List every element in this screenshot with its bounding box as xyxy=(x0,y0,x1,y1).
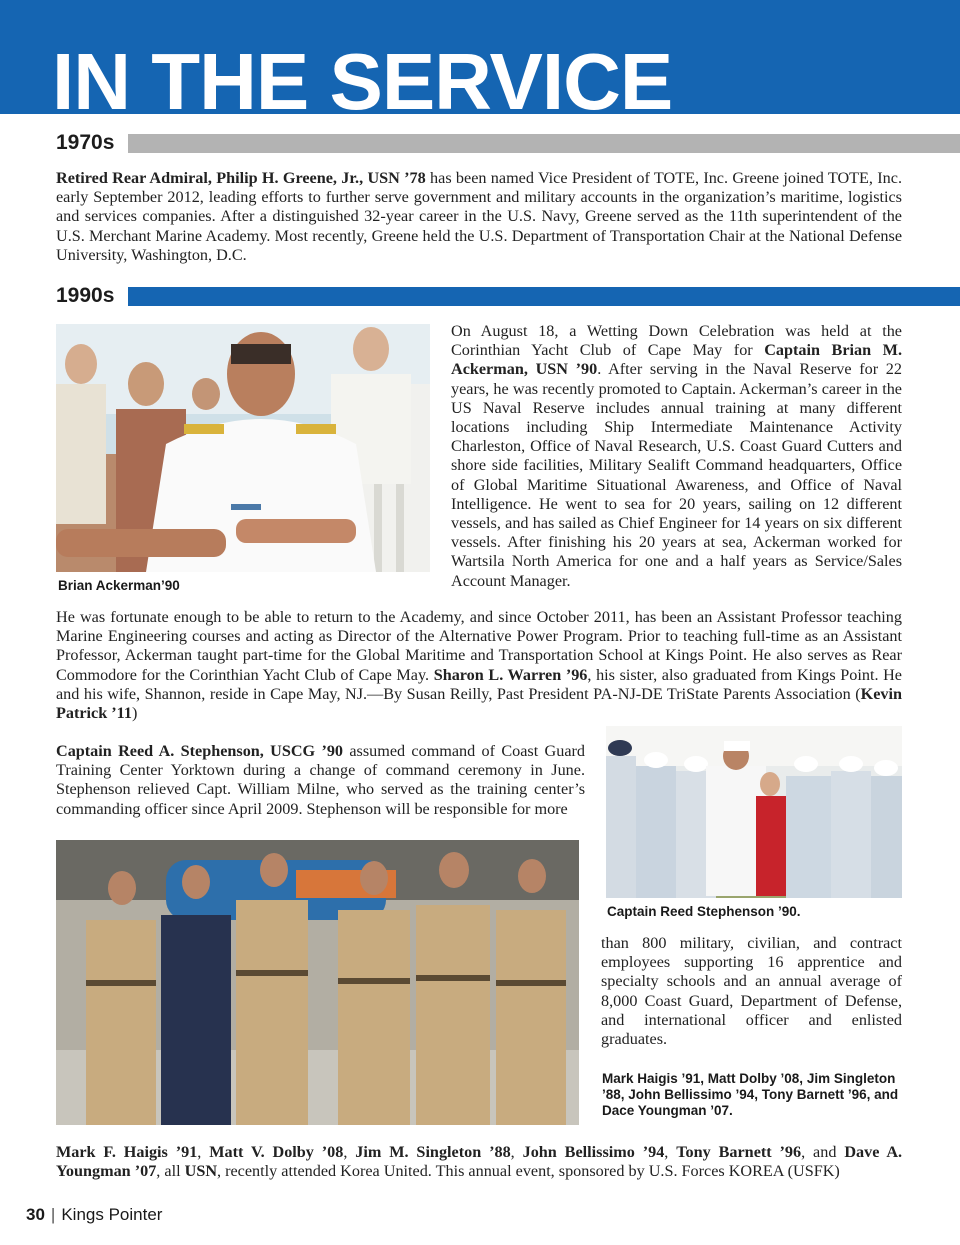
korea-sep-2: , xyxy=(343,1143,356,1161)
ackerman-caption: Brian Ackerman’90 xyxy=(58,578,180,593)
group-photo xyxy=(56,840,579,1125)
ackerman-cont-c: ) xyxy=(131,704,138,723)
section-heading-1970s: 1970s xyxy=(56,131,115,154)
stephenson-text: assumed command of Coast Guard Training Center Yorktown during a change of command ceremony in June. Stephenson relieved Capt. William Milne, who served as the training center’s commanding officer since April 2009. Stephenson will be responsible for more xyxy=(56,742,585,818)
service-usn: USN xyxy=(184,1162,218,1181)
ackerman-photo xyxy=(56,324,430,572)
page-number: 30 xyxy=(26,1205,45,1224)
stephenson-paragraph xyxy=(56,742,585,819)
alum-name-2: Matt V. Dolby ’08 xyxy=(209,1143,344,1161)
alum-name-5: Tony Barnett ’96 xyxy=(676,1143,802,1161)
ackerman-paragraph xyxy=(451,322,902,591)
ackerman-intro: On August 18, a Wetting Down Celebration was held at the Corinthian Yacht Club of Cape May for xyxy=(451,322,902,360)
group-caption: Mark Haigis ’91, Matt Dolby ’08, Jim Singleton ’88, John Bellissimo ’94, Tony Barnett ’96, and Dace Youngman ’07. xyxy=(602,1071,899,1118)
alum-name-4: John Bellissimo ’94 xyxy=(522,1143,665,1161)
greene-paragraph xyxy=(56,169,902,265)
korea-sep-4: , xyxy=(664,1143,677,1161)
korea-sep-5: , and xyxy=(801,1143,845,1161)
stephenson-caption: Captain Reed Stephenson ’90. xyxy=(607,904,801,919)
stephenson-photo xyxy=(606,726,902,898)
section-bar-1970s xyxy=(128,134,960,153)
page-footer xyxy=(26,1205,162,1225)
page-title: IN THE SERVICE xyxy=(52,37,673,114)
sister-name: Sharon L. Warren ’96 xyxy=(433,665,588,684)
credit-name: Kevin Patrick ’11 xyxy=(56,684,902,723)
ackerman-cont-b: , his sister, also graduated from Kings Point. He and his wife, Shannon, reside in Cape May, NJ.—By Susan Reilly, Past President PA-NJ-DE TriState Parents Association ( xyxy=(56,665,902,703)
korea-sep-3: , xyxy=(510,1143,523,1161)
section-bar-1990s xyxy=(128,287,960,306)
stephenson-continued-paragraph: than 800 military, civilian, and contract employees supporting 16 apprentice and specialty schools and an annual average of 8,000 Coast Guard, Department of Defense, and international officer and enlisted graduates. xyxy=(601,934,902,1049)
korea-sep-1: , xyxy=(197,1143,210,1161)
ackerman-cont-a: He was fortunate enough to be able to return to the Academy, and since October 2011, has been an Assistant Professor teaching Marine Engineering courses and acting as Director of the Alternative Power Program. Prior to teaching full-time as an Assistant Professor, Ackerman taught part-time for the Global Maritime and Transportation School at Kings Point. He also serves as Rear Commodore for the Corinthian Yacht Club of Cape May. xyxy=(56,608,902,684)
ackerman-continued-paragraph xyxy=(56,608,902,723)
ackerman-name: Captain Brian M. Ackerman, USN ’90 xyxy=(451,341,902,379)
footer-separator: | xyxy=(50,1205,56,1224)
korea-sep-6: , all xyxy=(156,1162,185,1181)
publication-name: Kings Pointer xyxy=(61,1205,163,1224)
section-heading-1990s: 1990s xyxy=(56,284,115,307)
greene-text: has been named Vice President of TOTE, Inc. Greene joined TOTE, Inc. early September 2012, leading efforts to further serve government and military accounts in the organization’s maritime, logistics and services companies. After a distinguished 32-year career in the U.S. Navy, Greene served as the 11th superintendent of the U.S. Merchant Marine Academy. Most recently, Greene held the U.S. Department of Transportation Chair at the National Defense University, Washington, D.C. xyxy=(56,169,902,264)
alum-name-3: Jim M. Singleton ’88 xyxy=(355,1143,511,1161)
page-banner xyxy=(0,0,960,114)
ackerman-body: . After serving in the Naval Reserve for 22 years, he was recently promoted to Captain. Ackerman’s career in the US Naval Reserve includes annual training at many different locations including Ship Intermediate Maintenance Activity Charleston, Office of Naval Research, U.S. Coast Guard Cutters and shore side facilities, Military Sealift Command headquarters, Office of Global Maritime Situational Awareness, and Office of Naval Intelligence. He went to sea for 20 years, sailing on 12 different vessels, and has sailed as Chief Engineer for 14 years on six different vessels. After finishing his 20 years at sea, Ackerman worked for Wartsila North America for one and a half years as Service/Sales Account Manager. xyxy=(451,360,902,590)
korea-paragraph xyxy=(56,1143,902,1181)
alum-name-6: Dave A. Youngman ’07 xyxy=(56,1143,903,1181)
korea-text: , recently attended Korea United. This annual event, sponsored by U.S. Forces KOREA (USFK) xyxy=(217,1162,840,1181)
alum-name-1: Mark F. Haigis ’91 xyxy=(56,1143,198,1161)
greene-name: Retired Rear Admiral, Philip H. Greene, Jr., USN ’78 xyxy=(56,169,426,187)
stephenson-name: Captain Reed A. Stephenson, USCG ’90 xyxy=(56,742,344,760)
